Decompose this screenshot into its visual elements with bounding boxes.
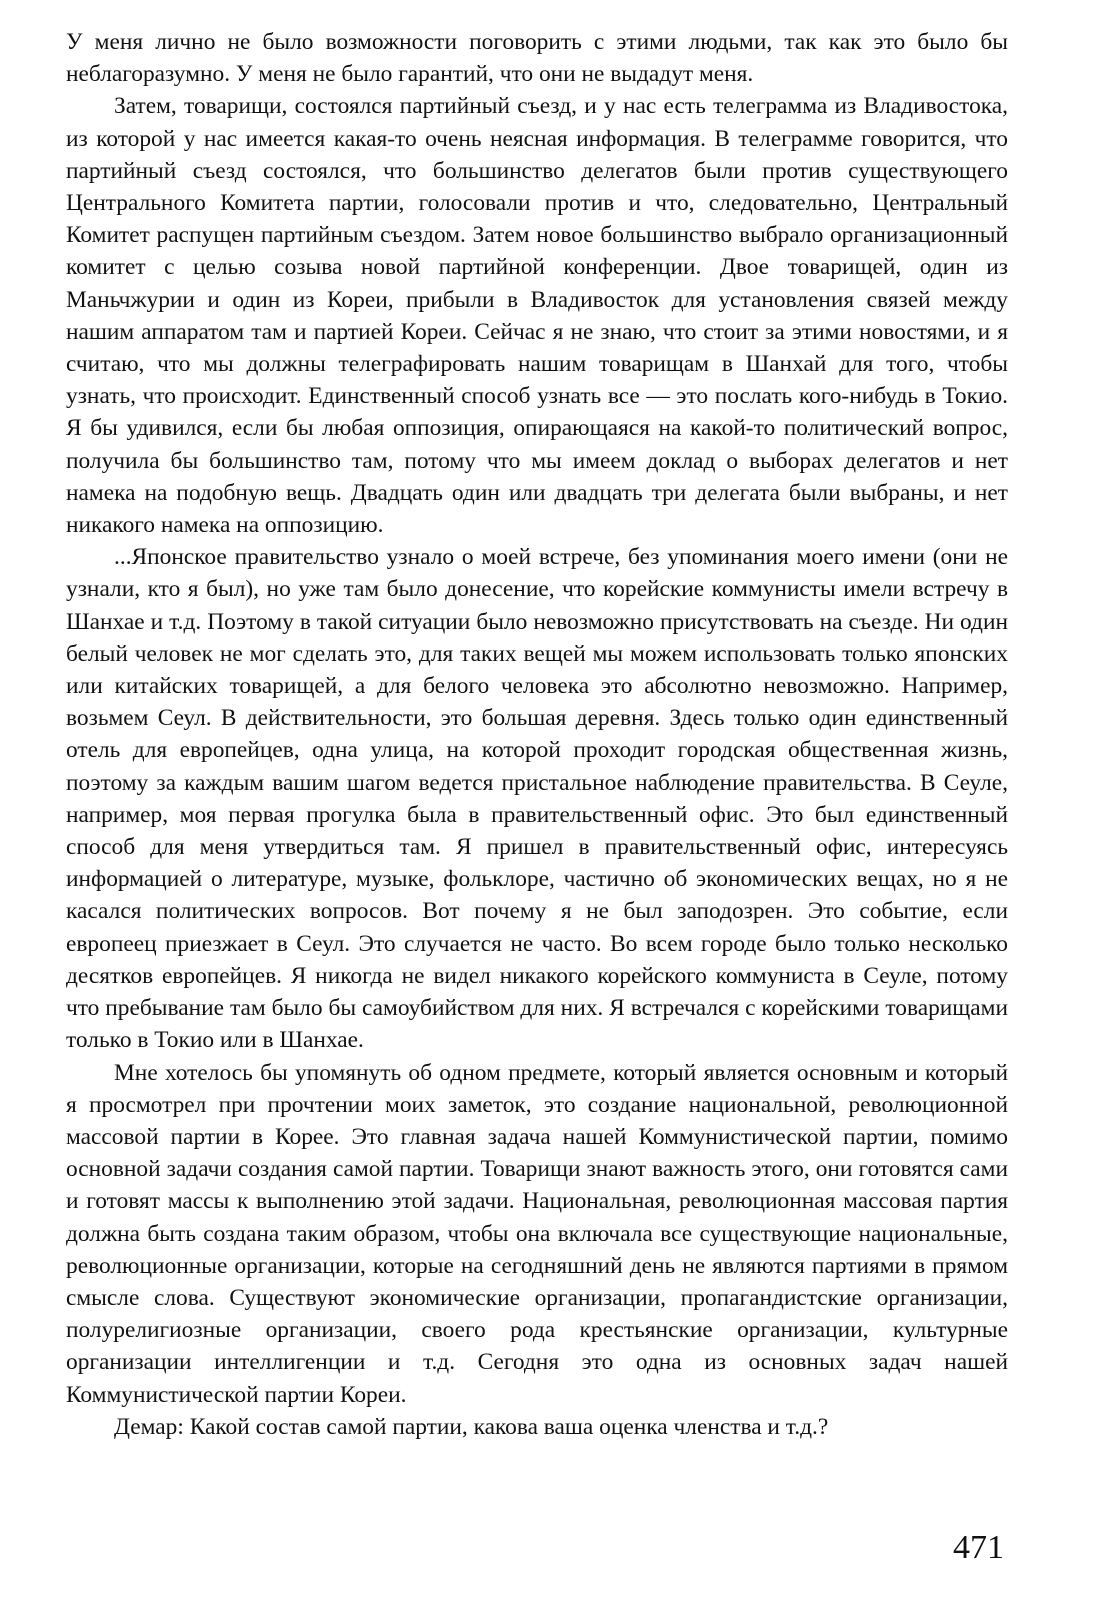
paragraph-2: Затем, товарищи, состоялся партийный съезд, и у нас есть телеграмма из Владивостока, из которой у нас имеется какая-то очень неясная информация. В телеграмме говорится, что партийный съезд состоялся, что большинство делегатов были против существующего Центрального Комитета партии, голосовали против и что, следовательно, Центральный Комитет распущен партийным съездом. Затем новое большинство выбрало организационный комитет с целью созыва новой партийной конференции. Двое товарищей, один из Маньчжурии и один из Кореи, прибыли в Владивосток для установления связей между нашим аппаратом там и партией Кореи. Сейчас я не знаю, что стоит за этими новостями, и я считаю, что мы должны телеграфировать нашим товарищам в Шанхай для того, чтобы узнать, что происходит. Единственный способ узнать все — это послать кого-нибудь в Токио. Я бы удивился, если бы любая оппозиция, опирающаяся на какой-то политический вопрос, получила бы большинство там, потому что мы имеем доклад о выборах делегатов и нет намека на подобную вещь. Двадцать один или двадцать три делегата были выбраны, и нет никакого намека на оппозицию. [66, 93, 1008, 539]
page-body [66, 26, 1008, 1443]
page-number: 471 [953, 1529, 1004, 1566]
paragraph-1: У меня лично не было возможности поговорить с этими людьми, так как это было бы неблагоразумно. У меня не было гарантий, что они не выдадут меня. [66, 29, 1008, 88]
paragraph-5: Демар: Какой состав самой партии, какова ваша оценка членства и т.д.? [114, 1413, 829, 1440]
paragraph-4: Мне хотелось бы упомянуть об одном предмете, который является основным и который я просмотрел при прочтении моих заметок, это создание национальной, революционной массовой партии в Корее. Это главная задача нашей Коммунистической партии, помимо основной задачи создания самой партии. Товарищи знают важность этого, они готовятся сами и готовят массы к выполнению этой задачи. Национальная, революционная массовая партия должна быть создана таким образом, чтобы она включала все существующие национальные, революционные организации, которые на сегодняшний день не являются партиями в прямом смысле слова. Существуют экономические организации, пропагандистские организации, полурелигиозные организации, своего рода крестьянские организации, культурные организации интеллигенции и т.д. Сегодня это одна из основных задач нашей Коммунистической партии Кореи. [66, 1059, 1008, 1408]
paragraph-3: ...Японское правительство узнало о моей встрече, без упоминания моего имени (они не узнали, кто я был), но уже там было донесение, что корейские коммунисты имели встречу в Шанхае и т.д. Поэтому в такой ситуации было невозможно присутствовать на съезде. Ни один белый человек не мог сделать это, для таких вещей мы можем использовать только японских или китайских товарищей, а для белого человека это абсолютно невозможно. Например, возьмем Сеул. В действительности, это большая деревня. Здесь только один единственный отель для европейцев, одна улица, на которой проходит городская общественная жизнь, поэтому за каждым вашим шагом ведется пристальное наблюдение правительства. В Сеуле, например, моя первая прогулка была в правительственный офис. Это был единственный способ для меня утвердиться там. Я пришел в правительственный офис, интересуясь информацией о литературе, музыке, фольклоре, частично об экономических вещах, но я не касался политических вопросов. Вот почему я не был заподозрен. Это событие, если европеец приезжает в Сеул. Это случается не часто. Во всем городе было только несколько десятков европейцев. Я никогда не видел никакого корейского коммуниста в Сеуле, потому что пребывание там было бы самоубийством для них. Я встречался с корейскими товарищами только в Токио или в Шанхае. [66, 544, 1008, 1054]
